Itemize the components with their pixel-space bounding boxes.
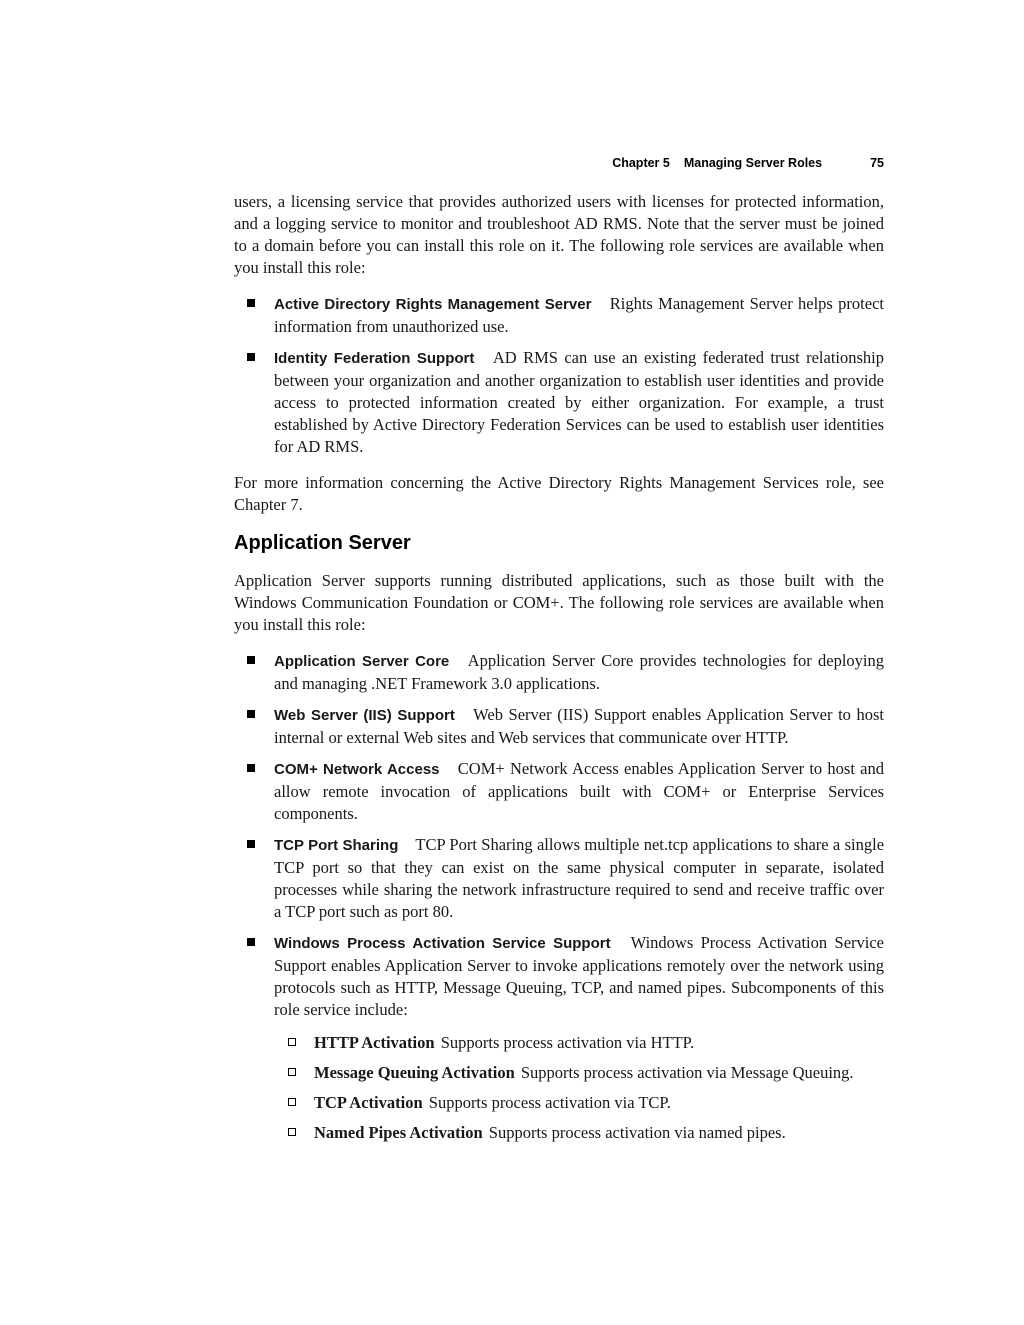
list-item xyxy=(234,347,884,458)
more-info-paragraph: For more information concerning the Active Directory Rights Management Services role, see Chapter 7. xyxy=(234,473,884,514)
sub-list-item xyxy=(274,1092,884,1114)
sub-bullet-label: TCP Activation xyxy=(314,1093,423,1112)
bullet-text: AD RMS can use an existing federated trust relationship between your organization and another organization to establish user identities and provide access to protected information created by either organization. For example, a trust established by Active Directory Federation Services can be used to establish user identities for AD RMS. xyxy=(274,348,884,456)
application-server-role-services-list xyxy=(234,650,884,1144)
sub-bullet-text: Supports process activation via named pipes. xyxy=(488,1123,786,1142)
list-item xyxy=(234,650,884,695)
sub-list-item xyxy=(274,1032,884,1054)
sub-bullet-square-icon xyxy=(288,1038,296,1046)
running-head-title: Managing Server Roles xyxy=(683,156,823,170)
adrms-role-services-list xyxy=(234,293,884,458)
list-item xyxy=(234,704,884,749)
bullet-square-icon xyxy=(247,710,255,718)
was-subcomponents-list xyxy=(274,1032,884,1144)
sub-bullet-text: Supports process activation via HTTP. xyxy=(440,1033,695,1052)
bullet-label: Identity Federation Support xyxy=(274,350,475,367)
bullet-text: COM+ Network Access enables Application Server to host and allow remote invocation of applications built with COM+ or Enterprise Services components. xyxy=(274,759,885,823)
bullet-label: Windows Process Activation Service Support xyxy=(274,935,611,952)
bullet-label: COM+ Network Access xyxy=(274,761,440,778)
list-item xyxy=(234,834,884,923)
sub-bullet-square-icon xyxy=(288,1098,296,1106)
bullet-text: Rights Management Server helps protect information from unauthorized use. xyxy=(274,294,884,336)
sub-bullet-text: Supports process activation via Message Queuing. xyxy=(520,1063,854,1082)
bullet-text: Application Server Core provides technologies for deploying and managing .NET Framework 3.0 applications. xyxy=(274,651,884,693)
bullet-square-icon xyxy=(247,656,255,664)
sub-bullet-label: HTTP Activation xyxy=(314,1033,435,1052)
list-item xyxy=(234,932,884,1144)
bullet-text: Windows Process Activation Service Support enables Application Server to invoke applications remotely over the network using protocols such as HTTP, Message Queuing, TCP, and named pipes. Subcomponents of this role service include: xyxy=(274,933,884,1019)
page-content xyxy=(234,156,884,1158)
bullet-square-icon xyxy=(247,353,255,361)
bullet-square-icon xyxy=(247,840,255,848)
bullet-square-icon xyxy=(247,938,255,946)
bullet-label: Application Server Core xyxy=(274,653,450,670)
sub-list-item xyxy=(274,1122,884,1144)
running-head xyxy=(234,156,884,170)
sub-bullet-label: Named Pipes Activation xyxy=(314,1123,483,1142)
sub-bullet-label: Message Queuing Activation xyxy=(314,1063,515,1082)
bullet-text: Web Server (IIS) Support enables Application Server to host internal or external Web sites and Web services that communicate over HTTP. xyxy=(274,705,885,747)
page-number: 75 xyxy=(870,156,884,170)
bullet-square-icon xyxy=(247,299,255,307)
list-item xyxy=(234,293,884,338)
bullet-square-icon xyxy=(247,764,255,772)
list-item xyxy=(234,758,884,825)
sub-bullet-text: Supports process activation via TCP. xyxy=(428,1093,671,1112)
sub-bullet-square-icon xyxy=(288,1128,296,1136)
sub-list-item xyxy=(274,1062,884,1084)
bullet-text: TCP Port Sharing allows multiple net.tcp applications to share a single TCP port so that they can exist on the same physical computer in separate, isolated processes while sharing the network infrastructure required to send and receive traffic over a TCP port such as port 80. xyxy=(274,835,885,921)
intro-paragraph: users, a licensing service that provides authorized users with licenses for protected information, and a logging service to monitor and troubleshoot AD RMS. Note that the server must be joined to a domain before you can install this role on it. The following role services are available when you install this role: xyxy=(234,192,884,277)
bullet-label: Web Server (IIS) Support xyxy=(274,707,455,724)
bullet-label: TCP Port Sharing xyxy=(274,837,399,854)
running-head-chapter: Chapter 5 xyxy=(612,156,670,170)
application-server-intro-paragraph: Application Server supports running distributed applications, such as those built with the Windows Communication Foundation or COM+. The following role services are available when you install this role: xyxy=(234,571,884,634)
bullet-label: Active Directory Rights Management Server xyxy=(274,296,592,313)
sub-bullet-square-icon xyxy=(288,1068,296,1076)
section-heading-application-server: Application Server xyxy=(234,532,411,554)
